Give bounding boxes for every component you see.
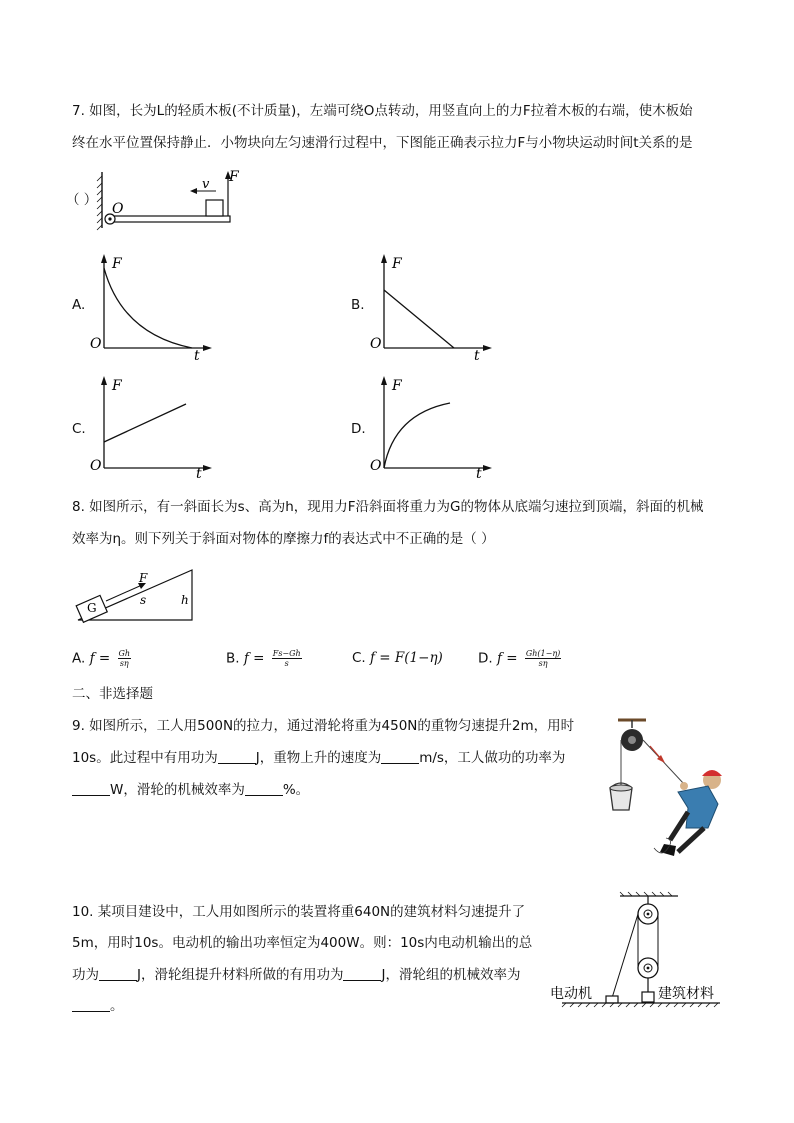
q7-b-f-label: F: [392, 256, 402, 272]
incline-f-label: F: [139, 571, 148, 585]
q7-a-t-label: t: [194, 348, 200, 364]
lever-figure: [96, 168, 239, 232]
q7-option-c-graph: [88, 374, 218, 482]
q8-option-b[interactable]: B. f = $\frac{Fs-Gh}{s}$: [226, 649, 301, 668]
material-label: 建筑材料: [658, 986, 714, 1002]
q10-line4: 。: [72, 996, 124, 1016]
q7-option-b-label[interactable]: B.: [351, 297, 365, 313]
pulley-system-figure: [548, 892, 728, 1014]
q7-b-o-label: O: [370, 336, 382, 352]
q7-option-d-graph: [368, 374, 498, 482]
incline-s-label: s: [140, 593, 147, 607]
q7-d-f-label: F: [392, 378, 402, 394]
motor-label: 电动机: [550, 986, 592, 1002]
q8-d-fraction: $\frac{Gh(1-\eta)}{s\eta}$: [525, 649, 561, 668]
q7-option-c-label[interactable]: C.: [72, 421, 86, 437]
q9-blank-2[interactable]: [381, 749, 419, 764]
q7-line1: 7. 如图，长为L的轻质木板(不计质量)，左端可绕O点转动，用竖直向上的力F拉着木板的右端，使木板始: [72, 103, 693, 119]
q7-c-o-label: O: [90, 458, 102, 474]
q9-line2: 10s。此过程中有用功为 J，重物上升的速度为 m/s，工人做功的功率为: [72, 750, 566, 766]
q9-line1: 9. 如图所示，工人用500N的拉力，通过滑轮将重为450N的重物匀速提升2m，用时: [72, 718, 575, 734]
q7-option-a-label[interactable]: A.: [72, 297, 86, 313]
section2-title: 二、非选择题: [72, 686, 153, 702]
q8-a-fraction: $\frac{Gh}{s\eta}$: [118, 649, 131, 668]
q8-line2: 效率为η。则下列关于斜面对物体的摩擦力f的表达式中不正确的是（ ）: [72, 531, 495, 547]
q8-line1: 8. 如图所示，有一斜面长为s、高为h，现用力F沿斜面将重力为G的物体从底端匀速拉到顶端，斜面的机械: [72, 499, 704, 515]
q10-line1: 10. 某项目建设中，工人用如图所示的装置将重640N的建筑材料匀速提升了: [72, 904, 526, 920]
lever-v-label: v: [202, 177, 210, 192]
q9-line3: W，滑轮的机械效率为 %。: [72, 780, 309, 800]
q10-blank-3[interactable]: [72, 997, 110, 1012]
incline-g-label: G: [87, 601, 97, 615]
q10-blank-2[interactable]: [343, 966, 381, 981]
q7-a-f-label: F: [112, 256, 122, 272]
q7-c-t-label: t: [196, 466, 202, 482]
q7-paren: （ ）: [66, 192, 98, 208]
q8-b-fraction: $\frac{Fs-Gh}{s}$: [272, 649, 301, 668]
q7-option-b-graph: [368, 252, 498, 364]
q9-blank-3[interactable]: [72, 781, 110, 796]
q7-c-f-label: F: [112, 378, 122, 394]
q7-option-a-graph: [88, 252, 218, 364]
worker-pulley-figure: [604, 716, 730, 862]
lever-o-label: O: [112, 201, 124, 217]
q10-line3: 功为 J，滑轮组提升材料所做的有用功为 J，滑轮组的机械效率为: [72, 967, 521, 983]
q10-blank-1[interactable]: [99, 966, 137, 981]
q8-option-c[interactable]: C. f = F(1−η): [352, 650, 443, 666]
q8-option-d[interactable]: D. f = $\frac{Gh(1-\eta)}{s\eta}$: [478, 649, 561, 668]
q7-d-o-label: O: [370, 458, 382, 474]
incline-h-label: h: [181, 593, 189, 607]
lever-f-label: F: [229, 169, 239, 185]
q9-blank-4[interactable]: [245, 781, 283, 796]
incline-figure: [76, 566, 196, 624]
q9-blank-1[interactable]: [218, 749, 256, 764]
q7-option-d-label[interactable]: D.: [351, 421, 366, 437]
q7-d-t-label: t: [476, 466, 482, 482]
q7-b-t-label: t: [474, 348, 480, 364]
q7-line2: 终在水平位置保持静止．小物块向左匀速滑行过程中，下图能正确表示拉力F与小物块运动时间t关系的是: [72, 135, 693, 151]
q10-line2: 5m，用时10s。电动机的输出功率恒定为400W。则：10s内电动机输出的总: [72, 935, 533, 951]
q8-option-a[interactable]: A. f = $\frac{Gh}{s\eta}$: [72, 649, 131, 668]
q7-a-o-label: O: [90, 336, 102, 352]
